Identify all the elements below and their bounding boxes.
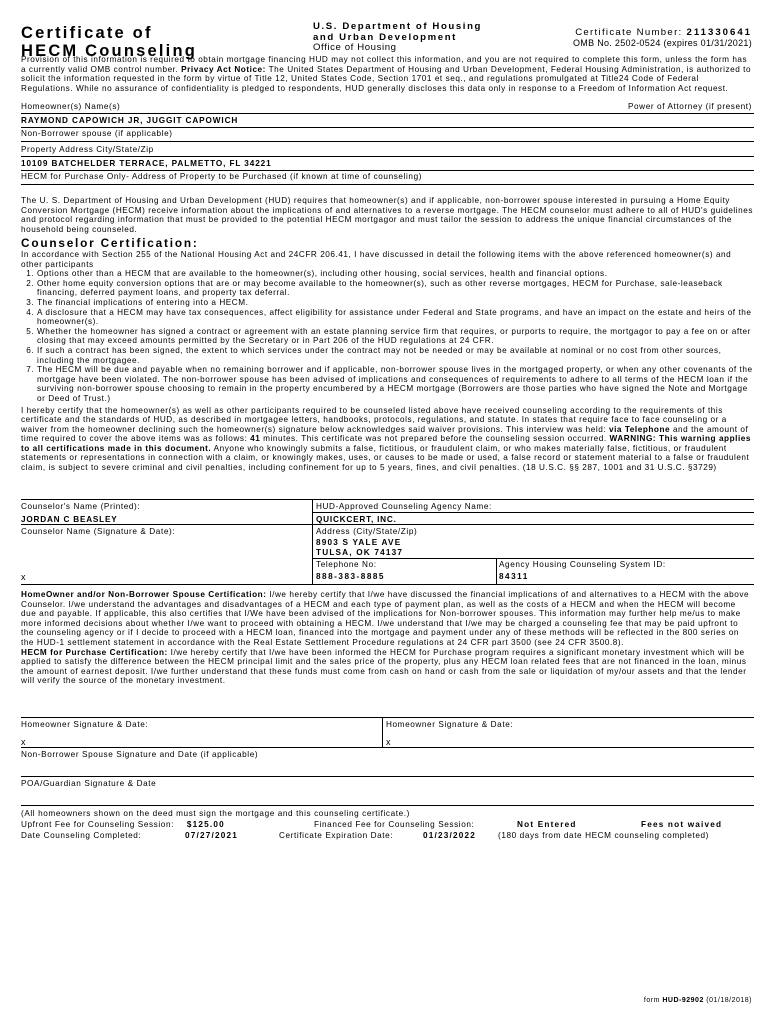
non-borrower-spouse-signature-label[interactable]: Non-Borrower Spouse Signature and Date (if applicable) xyxy=(21,750,259,759)
expiration-note: (180 days from date HECM counseling completed) xyxy=(498,831,709,840)
counselor-signature-field[interactable]: x xyxy=(21,572,26,582)
homeowner-signature-field[interactable]: x xyxy=(386,737,391,747)
homeowner-signature-label: Homeowner Signature & Date: xyxy=(386,720,514,729)
system-id-value: 84311 xyxy=(499,572,529,581)
counselor-signature-label: Counselor Name (Signature & Date): xyxy=(21,527,176,536)
agency-name-label: HUD-Approved Counseling Agency Name: xyxy=(316,502,492,511)
divider xyxy=(21,776,754,777)
counselor-certification-body xyxy=(21,250,753,473)
date-completed-label: Date Counseling Completed: xyxy=(21,831,142,840)
title-line-2: HECM Counseling xyxy=(21,42,197,60)
cert-number-label: Certificate Number: xyxy=(575,27,683,38)
date-completed-value: 07/27/2021 xyxy=(185,831,238,840)
divider xyxy=(312,512,754,513)
divider xyxy=(312,558,754,559)
privacy-label: Privacy Act Notice: xyxy=(181,64,266,74)
certification-intro: In accordance with Section 255 of the National Housing Act and 24CFR 206.41, I have discussed in detail the following items with the above referenced homeowner(s) and other participants xyxy=(21,250,732,269)
agency-address-line-1: 8903 S YALE AVE xyxy=(316,538,402,547)
upfront-fee-value: $125.00 xyxy=(186,820,225,829)
fee-row xyxy=(21,820,225,830)
agency-address-label: Address (City/State/Zip) xyxy=(316,527,418,536)
privacy-text-2: The United States Department of Housing and Urban Development, Federal Housing Administration, is authorized to solicit the information requested in the form by virtue of Title 12, United States Code, Section 1701 et seq., and regulations promulgated at Title24 Code of Federal Regulations. While no assurance of confidentiality is pledged to respondents, HUD generally discloses this data only in response to a Freedom of Information Act request. xyxy=(21,64,752,93)
counselor-name-value: JORDAN C BEASLEY xyxy=(21,515,118,524)
agency-line-2: and Urban Development xyxy=(313,31,457,43)
form-prefix: form xyxy=(643,997,660,1004)
divider xyxy=(21,170,754,171)
expiration-date-value: 01/23/2022 xyxy=(423,831,476,840)
financed-fee-value: Not Entered xyxy=(517,820,577,829)
divider xyxy=(21,805,754,806)
list-item: 5. Whether the homeowner has signed a contract or agreement with an estate planning service firm that requires, or purports to require, the mortgagor to pay a fee on or after closing that may exceed amounts permitted by the Secretary or in Part 206 of the HUD regulations at 24 CFR. xyxy=(37,327,753,346)
list-item: 7. The HECM will be due and payable when no remaining borrower and if applicable, non-borrower spouse lives in the mortgaged property, or when any other covenants of the mortgage have been violated. The non-borrower spouse has been advised of implications and consequences of requirements to adhere to all terms of the HECM loan if the surviving non-borrower spouse choosing to remain in the property encumbered by a HECM mortgage (Borrowers are those parties who have signed the Note and Mortgage or Deed of Trust.) xyxy=(37,365,753,403)
certification-items xyxy=(21,269,753,403)
purchase-address-label: HECM for Purchase Only- Address of Property to be Purchased (if known at time of counseling) xyxy=(21,172,423,181)
homeowner-signature-field[interactable]: x xyxy=(21,737,26,747)
warning-label: WARNING: This warning applies to all certifications made in this document. xyxy=(21,434,751,453)
privacy-notice xyxy=(21,55,753,93)
upfront-fee-label: Upfront Fee for Counseling Session: xyxy=(21,820,174,829)
list-item: 1. Options other than a HECM that are available to the homeowner(s), including other housing, social services, health and financial options. xyxy=(37,269,753,279)
divider xyxy=(312,524,754,525)
list-item: 6. If such a contract has been signed, the extent to which services under the contract may not be needed or may be available at nominal or no cost from other sources, including the mortgagee. xyxy=(37,346,753,365)
homeowner-certification xyxy=(21,590,753,686)
cert-number-value: 211330641 xyxy=(686,27,752,38)
homeowner-certification-text: I/we hereby certify that I/we have discussed the financial implications of and alternatives to a HECM with the above Counselor. I/we understand the advantages and disadvantages of a HECM and each type of payment plan, as well as the costs of a HECM and when the HECM will become due and payable. If applicable, this also certifies that I/We have been advised of the implications for Non-borrower spouses. This information may further help me/us to make more informed decisions about whether I/we want to proceed with obtaining a HECM. I/we understand that I/we may be charged a counseling fee that may be paid upfront to the counseling agency or if I decide to proceed with a HECM loan, financed into the mortgage and payment under any of these methods will be reflected in the 800 series on the HUD-1 settlement statement in accordance with the Real Estate Settlement Procedure regulations at 24 CFR part 3500 (see 24 CFR 3500.8). xyxy=(21,590,750,647)
agency-name-value: QUICKCERT, INC. xyxy=(316,515,397,524)
form-number-value: HUD-92902 xyxy=(662,997,704,1004)
agency-office: Office of Housing xyxy=(313,42,397,54)
phone-label: Telephone No: xyxy=(316,560,377,569)
homeowner-signature-label: Homeowner Signature & Date: xyxy=(21,720,149,729)
form-date: (01/18/2018) xyxy=(706,997,752,1004)
purchase-certification-label: HECM for Purchase Certification: xyxy=(21,647,168,657)
warning-text: Anyone who knowingly submits a false, fictitious, or fraudulent claim, or who makes materially false, fictitious, or fraudulent statements or representations in connection with a claim, or knowingly makes, uses, or causes to be made or used, a false record or statement material to a false or fraudulent claim, is subject to severe criminal and civil penalties, including confinement for up to 5 years, fines, and civil penalties. (18 U.S.C. §§ 287, 1001 and 31 U.S.C. §3729) xyxy=(21,443,750,473)
agency-address-line-2: TULSA, OK 74137 xyxy=(316,548,404,557)
list-item: 3. The financial implications of entering into a HECM. xyxy=(37,298,753,308)
certify-paragraph xyxy=(21,406,753,473)
divider xyxy=(21,184,754,185)
poa-label: Power of Attorney (if present) xyxy=(627,102,752,111)
system-id-label: Agency Housing Counseling System ID: xyxy=(499,560,666,569)
phone-value: 888-383-8885 xyxy=(316,572,385,581)
all-homeowners-note: (All homeowners shown on the deed must sign the mortgage and this counseling certificate.) xyxy=(21,809,410,818)
title-line-1: Certificate of xyxy=(21,24,153,42)
list-item: 2. Other home equity conversion options that are or may become available to the homeowner(s), such as other reverse mortgages, HECM for Purchase, sale-leaseback financing, deferred payment loans, and property tax deferral. xyxy=(37,279,753,298)
certify-text-1: I hereby certify that the homeowner(s) as well as other participants required to be counseled listed above have received counseling according to the requirements of this certificate and the standards of HUD, as described in mortgagee letters, handbooks, protocols, regulations, and statute. In states that require face to face counseling or a waiver from the homeowner declining such the homeowner(s) signature below acknowledges said waiver provisions. This interview was held: xyxy=(21,405,727,434)
hud-requirement-paragraph: The U. S. Department of Housing and Urban Development (HUD) requires that homeowner(s) and if applicable, non-borrower spouse interested in pursuing a Home Equity Conversion Mortgage (HECM) receive information about the implications of and alternatives to a reverse mortgage. The HECM counselor must adhere to all of HUD's guidelines and protocol regarding information that must be provided to the potential HECM mortgagor and must tailor the session to address the unique financial circumstances of the household being counseled. xyxy=(21,196,754,234)
agency-block xyxy=(313,22,482,54)
divider xyxy=(21,499,754,500)
non-borrower-spouse-label: Non-Borrower spouse (if applicable) xyxy=(21,129,173,138)
homeowner-certification-label: HomeOwner and/or Non-Borrower Spouse Certification: xyxy=(21,590,267,599)
certify-text-3: minutes. This certificate was not prepared before the counseling session occurred. xyxy=(260,434,607,444)
fee-waived-status: Fees not waived xyxy=(641,820,723,829)
list-item: 4. A disclosure that a HECM may have tax consequences, affect eligibility for assistance under Federal and State programs, and have an impact on the estate and heirs of the homeowner(s). xyxy=(37,308,753,327)
divider xyxy=(21,524,312,525)
purchase-certification-text: I/we hereby certify that I/we have been informed the HECM for Purchase program requires a significant monetary investment which will be applied to satisfy the difference between the HECM principal limit and the sales price of the property, plus any HECM loan related fees that are not financed in the loan, minus the amount of earnest deposit. I/we further understand that these funds must come from cash on hand or cash from the sale or liquidation of my/our assets and that the lender will verify the source of the monetary investment. xyxy=(21,647,747,686)
divider xyxy=(21,717,754,718)
divider xyxy=(21,141,754,142)
certify-text-2: and the amount of time required to cover the above items was as follows: xyxy=(21,424,749,444)
divider xyxy=(21,113,754,114)
financed-fee-label: Financed Fee for Counseling Session: xyxy=(314,820,475,829)
counselor-certification-heading: Counselor Certification: xyxy=(21,236,199,250)
interview-minutes: 41 xyxy=(250,434,261,444)
counselor-name-label: Counselor's Name (Printed): xyxy=(21,502,141,511)
omb-number: OMB No. 2502-0524 (expires 01/31/2021) xyxy=(573,38,752,48)
divider xyxy=(21,127,754,128)
agency-line-1: U.S. Department of Housing xyxy=(313,21,482,32)
certificate-number xyxy=(575,27,752,38)
divider xyxy=(21,156,754,157)
divider xyxy=(496,558,497,584)
expiration-date-label: Certificate Expiration Date: xyxy=(279,831,394,840)
property-address-label: Property Address City/State/Zip xyxy=(21,145,154,154)
divider xyxy=(21,584,754,585)
property-address-value: 10109 BATCHELDER TERRACE, PALMETTO, FL 34221 xyxy=(21,159,272,168)
homeowners-label: Homeowner(s) Name(s) xyxy=(21,102,121,111)
form-number xyxy=(644,997,752,1004)
poa-signature-label[interactable]: POA/Guardian Signature & Date xyxy=(21,779,157,788)
interview-method: via Telephone xyxy=(608,424,671,434)
homeowners-value: RAYMOND CAPOWICH JR, JUGGIT CAPOWICH xyxy=(21,116,239,125)
divider xyxy=(382,717,383,747)
divider xyxy=(21,747,754,748)
privacy-text-1: Provision of this information is required to obtain mortgage financing HUD may not collect this information, and you are not required to complete this form, unless the form has a currently valid OMB control number. xyxy=(21,55,748,74)
